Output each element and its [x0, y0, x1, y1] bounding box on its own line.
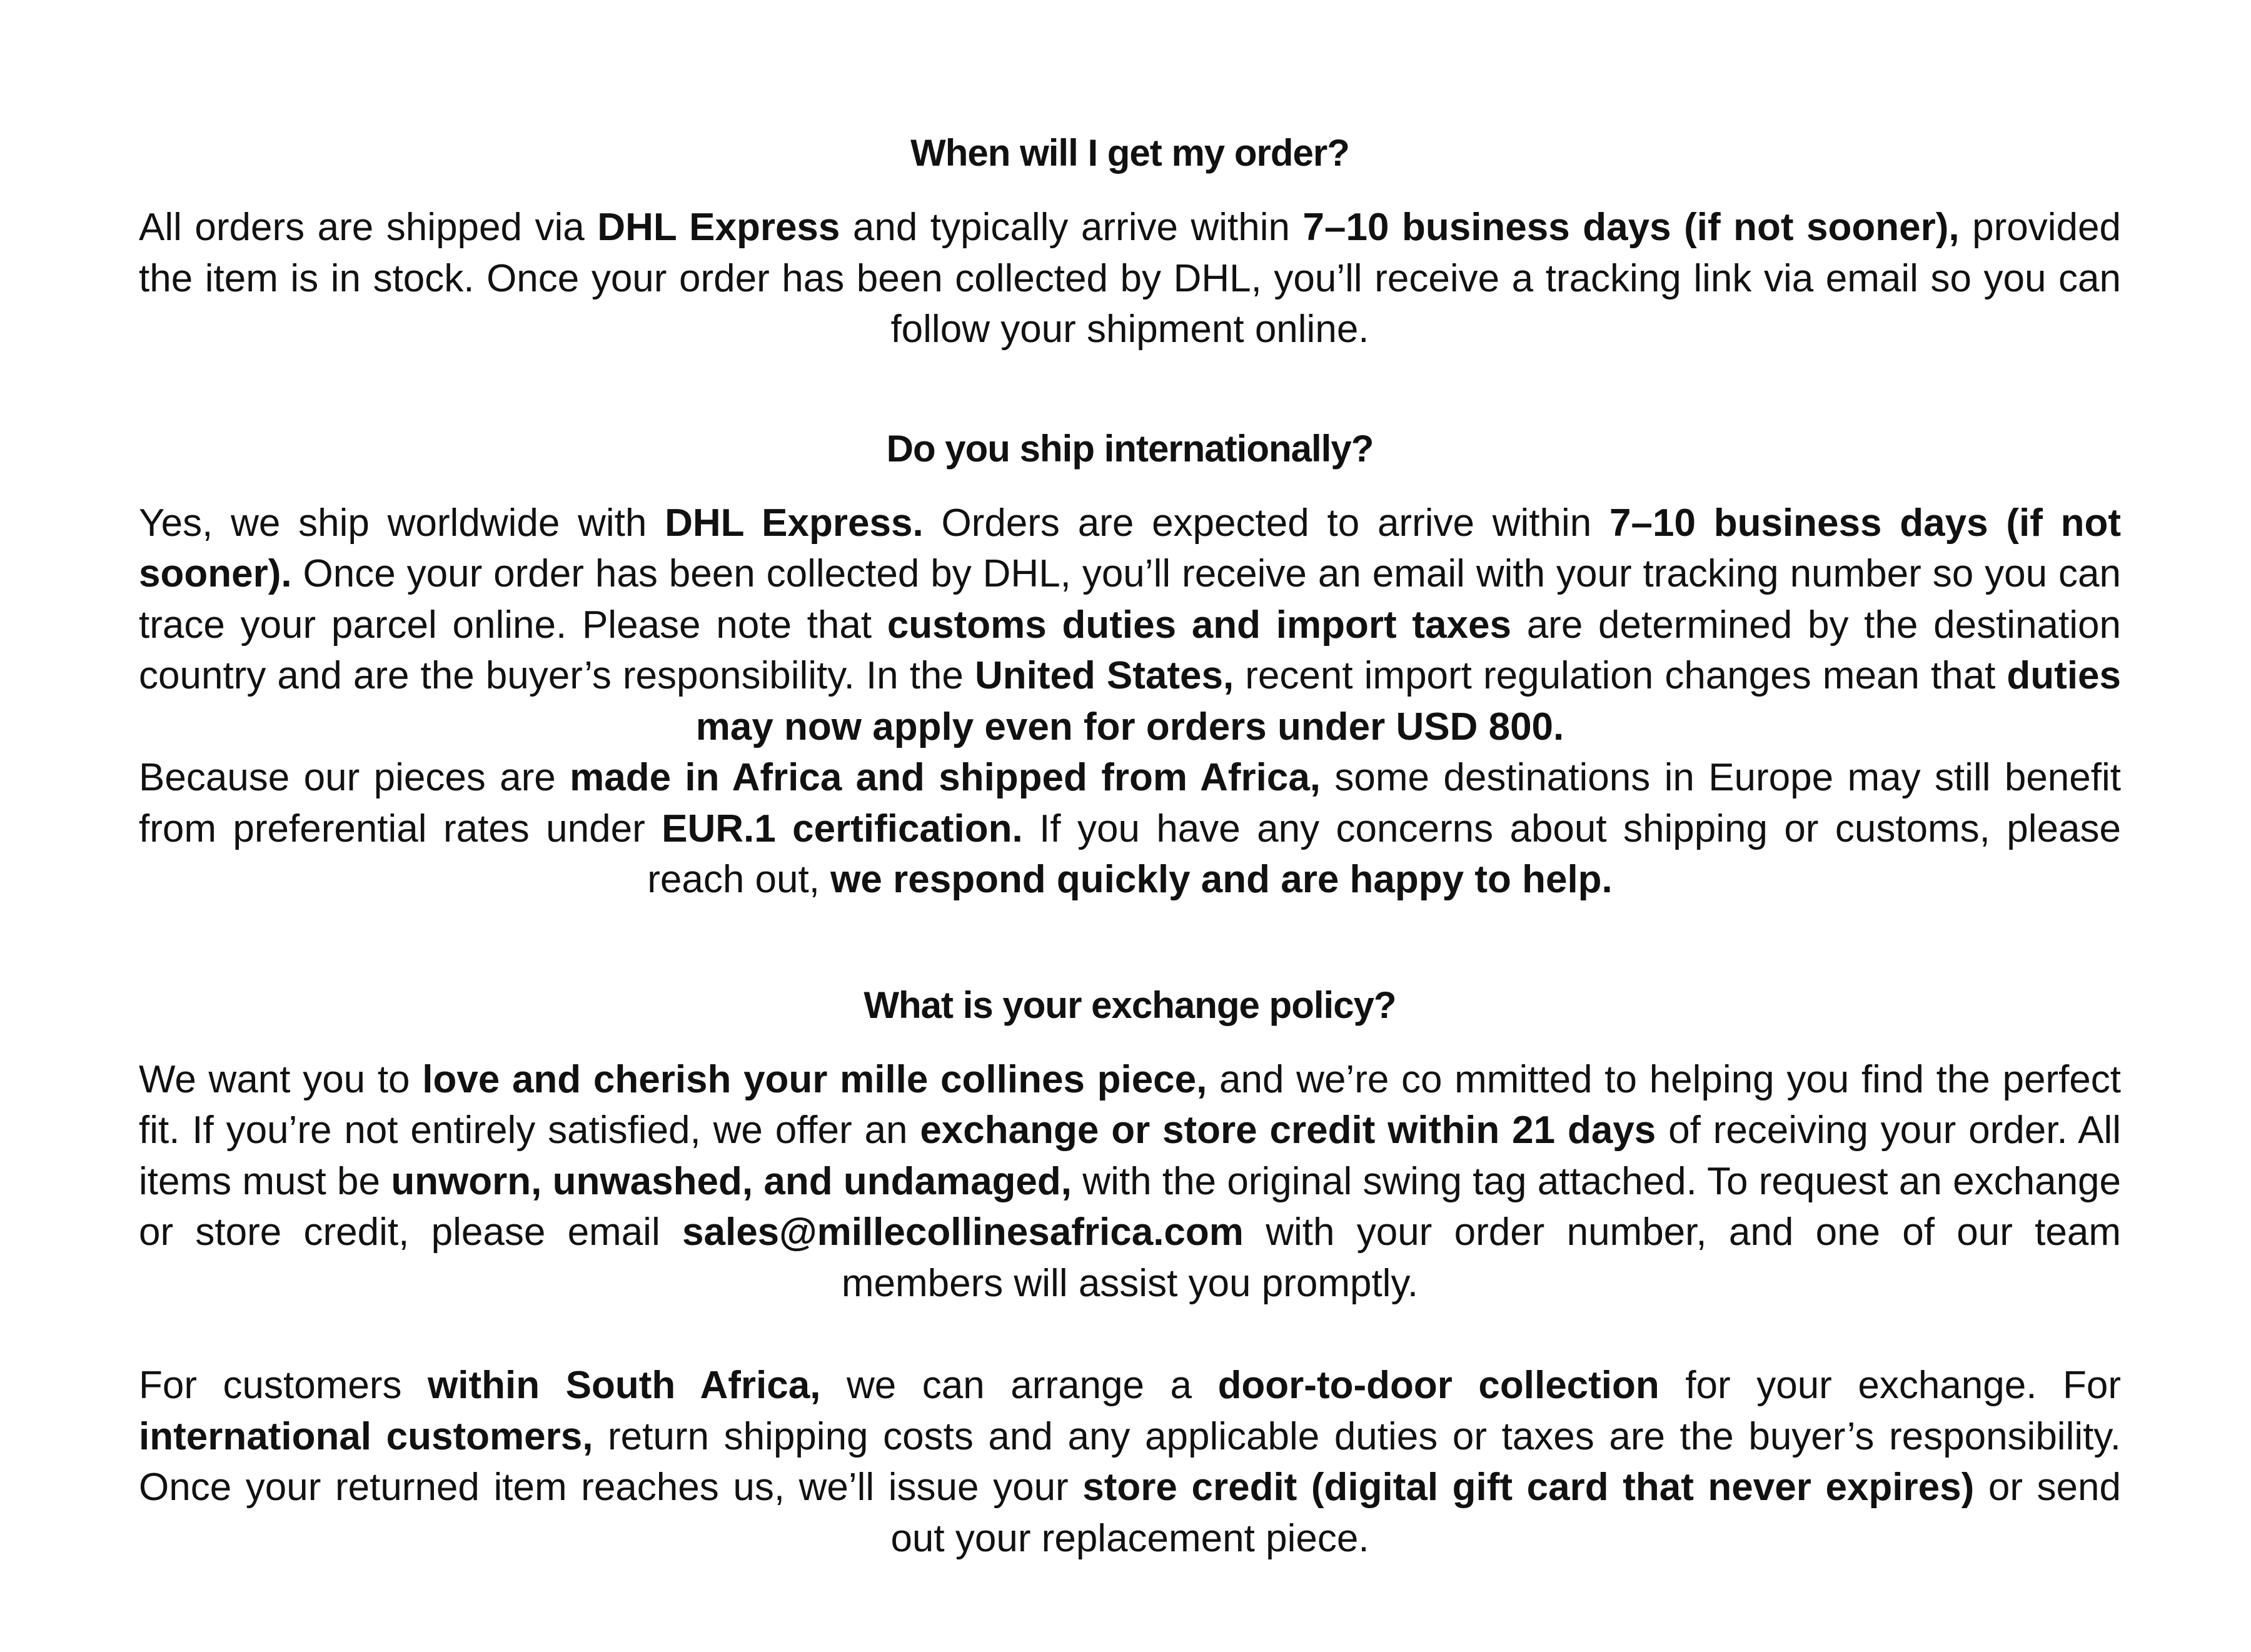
- bold-text-run: 7–10 business days (if not sooner).: [139, 501, 2121, 595]
- bold-text-run: door-to-door collection: [1217, 1364, 1659, 1407]
- email-address: sales@millecollinesafrica.com: [682, 1211, 1244, 1254]
- bold-text-run: 7–10 business days (if not sooner),: [1302, 206, 1960, 249]
- faq-answer-paragraph: [139, 202, 2121, 355]
- text-run: recent import regulation changes mean that: [1234, 654, 2007, 697]
- faq-answer-paragraph: [139, 498, 2121, 753]
- text-run: and typically arrive within: [840, 206, 1303, 249]
- text-run: Once your order has been collected by DHL, you’ll receive an email with your tracking number so you can trace your parcel online. Please note that: [139, 552, 2121, 647]
- text-run: If you have any concerns about shipping or customs, please reach out,: [647, 807, 2121, 901]
- bold-text-run: exchange or store credit within 21 days: [920, 1109, 1656, 1152]
- bold-text-run: DHL Express: [597, 206, 840, 249]
- bold-text-run: international customers,: [139, 1414, 593, 1458]
- faq-section-exchange-policy: [139, 980, 2121, 1564]
- bold-text-run: duties may now apply even for orders under USD 800.: [695, 654, 2122, 748]
- bold-text-run: EUR.1 certification.: [662, 807, 1023, 850]
- text-run: we can arrange a: [820, 1364, 1218, 1407]
- faq-heading: Do you ship internationally?: [886, 427, 1374, 470]
- text-run: of receiving your order. All items must be: [139, 1109, 2121, 1203]
- text-run: for your exchange. For: [1659, 1364, 2122, 1407]
- text-run: return shipping costs and any applicable duties or taxes are the buyer’s responsibility. Once your returned item reaches us, we’ll issue your: [139, 1414, 2121, 1509]
- text-run: with the original swing tag attached. To request an exchange or store credit, please email: [139, 1159, 2122, 1254]
- faq-answer-paragraph: [139, 1054, 2121, 1309]
- text-run: For customers: [139, 1364, 428, 1407]
- bold-text-run: love and cherish your mille collines piece,: [422, 1057, 1207, 1101]
- text-run: Yes, we ship worldwide with: [139, 501, 665, 545]
- faq-document: [139, 128, 2121, 1564]
- text-run: or send out your replacement piece.: [890, 1466, 2121, 1560]
- faq-heading: What is your exchange policy?: [864, 984, 1396, 1026]
- text-run: some destinations in Europe may still benefit from preferential rates under: [139, 756, 2121, 850]
- bold-text-run: made in Africa and shipped from Africa,: [570, 756, 1321, 799]
- bold-text-run: United States,: [974, 654, 1234, 697]
- faq-section-shipping-time: [139, 128, 2121, 355]
- bold-text-run: store credit (digital gift card that never expires): [1082, 1466, 1975, 1509]
- faq-section-international-shipping: [139, 424, 2121, 905]
- faq-heading: When will I get my order?: [910, 132, 1349, 174]
- text-run: Orders are expected to arrive within: [923, 501, 1610, 545]
- text-run: We want you to: [139, 1057, 423, 1101]
- text-run: are determined by the destination country and are the buyer’s responsibility. In the: [139, 603, 2121, 697]
- text-run: with your order number, and one of our team members will assist you promptly.: [841, 1211, 2121, 1305]
- bold-text-run: customs duties and import taxes: [887, 603, 1511, 647]
- text-run: and we’re co mmitted to helping you find the perfect fit. If you’re not entirely satisfied, we offer an: [139, 1057, 2122, 1152]
- text-run: All orders are shipped via: [139, 206, 598, 249]
- text-run: Because our pieces are: [139, 756, 570, 799]
- bold-text-run: unworn, unwashed, and undamaged,: [391, 1159, 1072, 1203]
- bold-text-run: we respond quickly and are happy to help.: [830, 858, 1613, 901]
- bold-text-run: DHL Express.: [665, 501, 924, 545]
- faq-answer-paragraph: [139, 752, 2121, 905]
- faq-answer-paragraph: [139, 1360, 2121, 1564]
- text-run: provided the item is in stock. Once your order has been collected by DHL, you’ll receive a tracking link via email so you can follow your shipment online.: [139, 206, 2121, 351]
- bold-text-run: within South Africa,: [428, 1364, 821, 1407]
